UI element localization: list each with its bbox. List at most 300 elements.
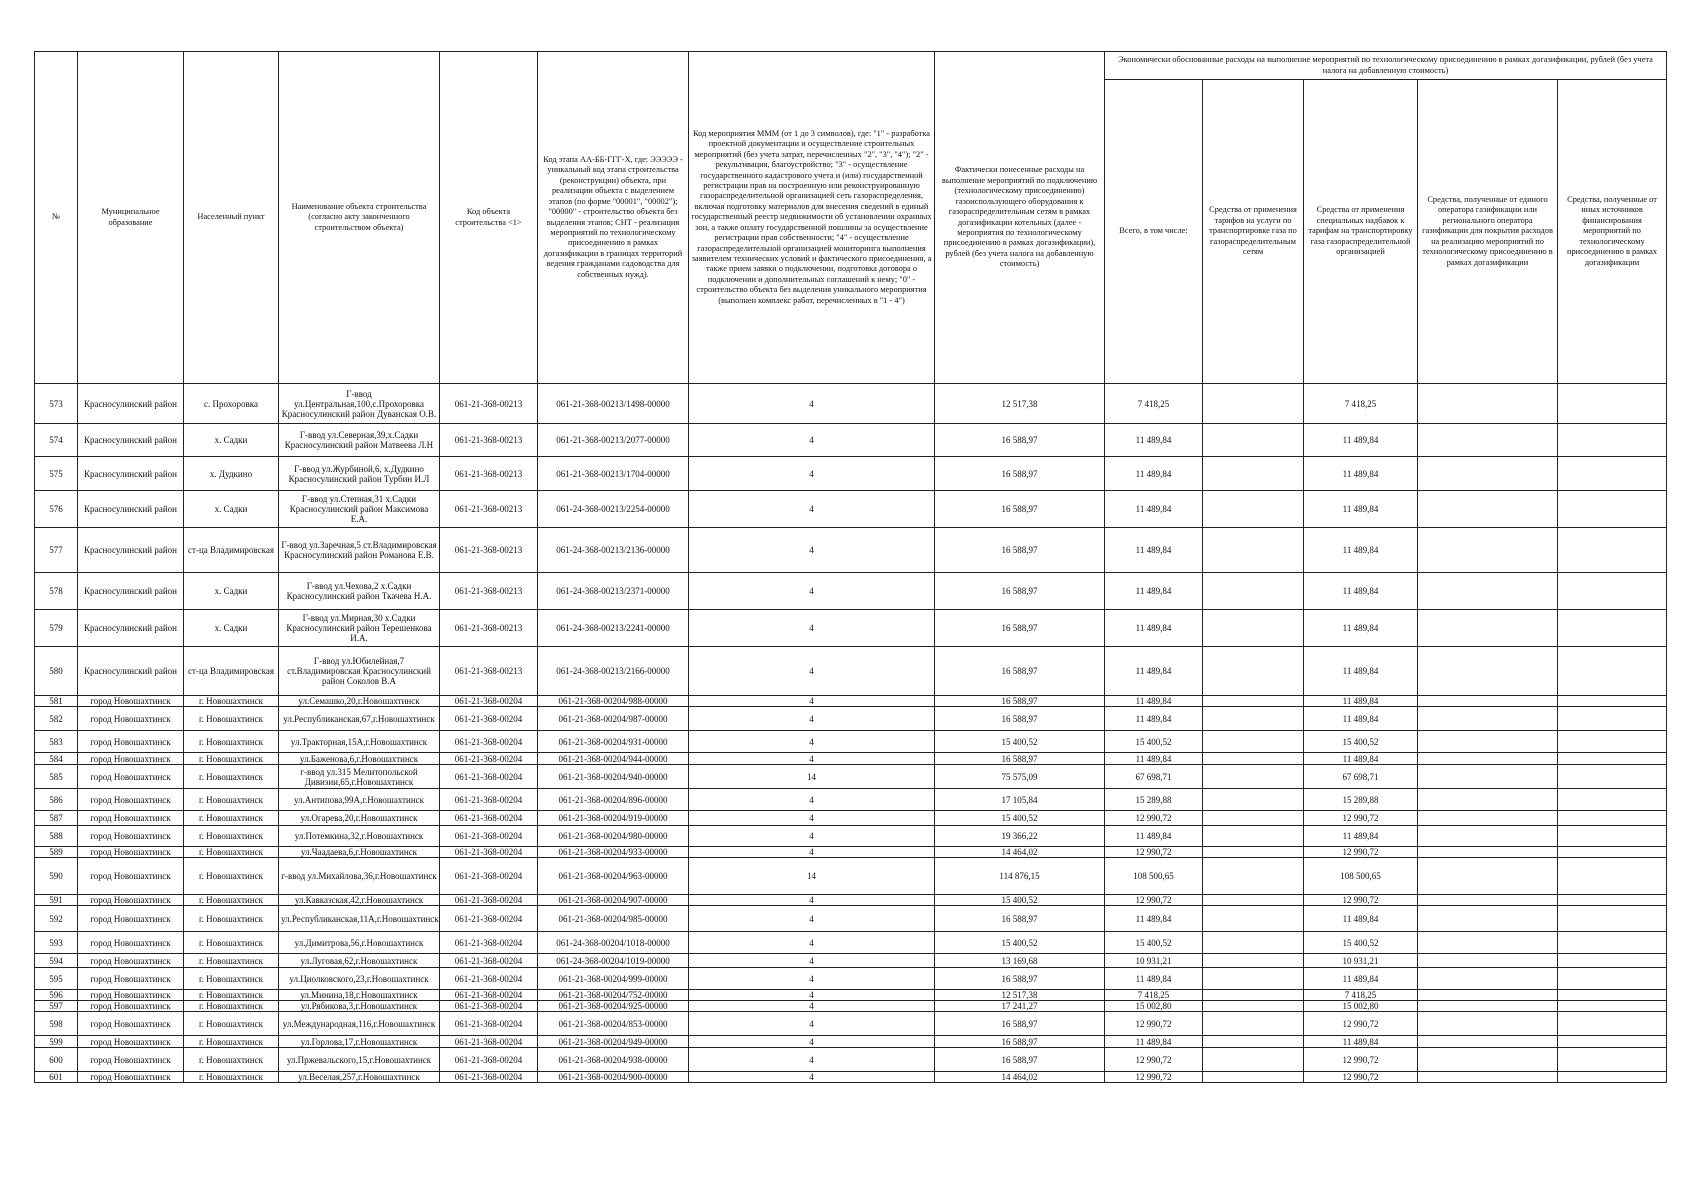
cell-activity-code: 14 [689,765,935,789]
cell-actual-costs: 16 588,97 [935,573,1105,610]
cell-total: 11 489,84 [1105,707,1203,731]
col-activity-code: Код мероприятия МММ (от 1 до 3 символов), где: "1" - разработка проектной документации и осуществление строительных мероприятий (без учета затрат, перечисленных "2", "3", "4"); "2" - рекультивация, благоустройство; "3" - осуществление государственного кадастрового учета и (или) государственной регистрации прав на построенную или реконструированную газораспределительной организацией сеть газораспределения, включая подготовку материалов для внесения сведений в единый государственный реестр недвижимости об установлении охранных зон, а также оплату государственной пошлины за осуществление регистрации прав собственности; "4" - осуществление газораспределительной организацией мониторинга выполнения заявителем технических условий и фактического присоединения, а также прием заявки о подключении, подготовка договора о подключении и дополнительных соглашений к нему; "0" - строительство объекта без выделения уникального мероприятия (выполнен комплекс работ, перечисленных в "1 - 4") [689,52,935,384]
table-row [35,424,1667,457]
cell-operator-funds [1418,1072,1558,1083]
cell-object-code: 061-21-368-00213 [440,384,538,424]
cell-stage-code: 061-21-368-00213/1704-00000 [538,457,689,491]
table-row [35,765,1667,789]
cell-settlement: х. Садки [184,491,279,528]
cell-object-code: 061-21-368-00204 [440,826,538,847]
cell-municipality: город Новошахтинск [78,789,184,811]
cell-settlement: г. Новошахтинск [184,1072,279,1083]
cell-stage-code: 061-21-368-00204/980-00000 [538,826,689,847]
cell-operator-funds [1418,1001,1558,1012]
cell-object-name: ул.Республиканская,11А,г.Новошахтинск [279,906,440,932]
cell-activity-code: 4 [689,968,935,990]
cell-total: 7 418,25 [1105,990,1203,1001]
cell-total: 12 990,72 [1105,895,1203,906]
table-row [35,906,1667,932]
cell-total: 11 489,84 [1105,696,1203,707]
table-row [35,528,1667,573]
cell-number: 597 [35,1001,78,1012]
cell-object-name: ул.Минина,18,г.Новошахтинск [279,990,440,1001]
cell-stage-code: 061-21-368-00204/944-00000 [538,753,689,765]
cell-settlement: г. Новошахтинск [184,1036,279,1048]
cell-settlement: г. Новошахтинск [184,765,279,789]
cell-total: 11 489,84 [1105,457,1203,491]
cell-operator-funds [1418,1048,1558,1072]
cell-activity-code: 4 [689,1048,935,1072]
cell-other-funds [1558,1036,1667,1048]
cell-municipality: город Новошахтинск [78,954,184,968]
cell-object-name: ул.Луговая,62,г.Новошахтинск [279,954,440,968]
table-row [35,1036,1667,1048]
cell-special-surcharge-funds: 12 990,72 [1304,811,1418,826]
cell-actual-costs: 16 588,97 [935,424,1105,457]
cell-activity-code: 4 [689,573,935,610]
table-row [35,858,1667,895]
cell-other-funds [1558,753,1667,765]
cell-special-surcharge-funds: 15 289,88 [1304,789,1418,811]
cell-total: 7 418,25 [1105,384,1203,424]
cell-special-surcharge-funds: 11 489,84 [1304,753,1418,765]
cell-object-code: 061-21-368-00213 [440,491,538,528]
cell-other-funds [1558,696,1667,707]
cell-number: 588 [35,826,78,847]
col-operator-funds: Средства, полученные от единого оператора газификации или регионального оператора газификации для покрытия расходов на реализацию мероприятий по технологическому присоединению в рамках догазификации [1418,80,1558,384]
cell-number: 591 [35,895,78,906]
cell-other-funds [1558,765,1667,789]
table-row [35,647,1667,696]
cell-operator-funds [1418,906,1558,932]
cell-object-code: 061-21-368-00204 [440,932,538,954]
cell-municipality: город Новошахтинск [78,753,184,765]
cell-special-surcharge-funds: 67 698,71 [1304,765,1418,789]
cell-number: 583 [35,731,78,753]
cell-object-code: 061-21-368-00213 [440,457,538,491]
cell-total: 12 990,72 [1105,1012,1203,1036]
cell-settlement: г. Новошахтинск [184,847,279,858]
cell-settlement: г. Новошахтинск [184,731,279,753]
table-row [35,811,1667,826]
table-row [35,954,1667,968]
cell-total: 15 289,88 [1105,789,1203,811]
cell-stage-code: 061-21-368-00213/1498-00000 [538,384,689,424]
cell-object-code: 061-21-368-00213 [440,424,538,457]
cell-other-funds [1558,990,1667,1001]
cell-settlement: г. Новошахтинск [184,1012,279,1036]
cell-special-surcharge-funds: 12 990,72 [1304,1072,1418,1083]
cell-tariff-funds [1203,384,1304,424]
cell-activity-code: 4 [689,1012,935,1036]
cell-actual-costs: 114 876,15 [935,858,1105,895]
cell-object-code: 061-21-368-00204 [440,1012,538,1036]
cell-actual-costs: 16 588,97 [935,707,1105,731]
cell-object-name: ул.Семашко,20,г.Новошахтинск [279,696,440,707]
cell-settlement: г. Новошахтинск [184,990,279,1001]
cell-actual-costs: 16 588,97 [935,457,1105,491]
cell-tariff-funds [1203,647,1304,696]
cell-activity-code: 4 [689,1072,935,1083]
cell-municipality: город Новошахтинск [78,696,184,707]
cell-object-name: ул.Международная,116,г.Новошахтинск [279,1012,440,1036]
cell-operator-funds [1418,696,1558,707]
cell-other-funds [1558,932,1667,954]
cell-operator-funds [1418,573,1558,610]
cell-settlement: г. Новошахтинск [184,906,279,932]
cell-other-funds [1558,647,1667,696]
cell-special-surcharge-funds: 11 489,84 [1304,424,1418,457]
cell-total: 12 990,72 [1105,847,1203,858]
cell-tariff-funds [1203,826,1304,847]
cell-actual-costs: 14 464,02 [935,847,1105,858]
cell-actual-costs: 16 588,97 [935,753,1105,765]
cell-other-funds [1558,954,1667,968]
cell-special-surcharge-funds: 11 489,84 [1304,1036,1418,1048]
cell-municipality: город Новошахтинск [78,968,184,990]
cell-municipality: город Новошахтинск [78,906,184,932]
col-special-surcharge-funds: Средства от применения специальных надбавок к тарифам на транспортировку газа газораспределительной организацией [1304,80,1418,384]
cell-other-funds [1558,457,1667,491]
cell-activity-code: 4 [689,707,935,731]
cell-number: 589 [35,847,78,858]
cell-actual-costs: 16 588,97 [935,491,1105,528]
cell-tariff-funds [1203,1001,1304,1012]
table-row [35,895,1667,906]
cell-object-name: ул.Пржевальского,15,г.Новошахтинск [279,1048,440,1072]
table-body [35,384,1667,1083]
cell-municipality: Красносулинский район [78,528,184,573]
cell-object-name: ул.Веселая,257,г.Новошахтинск [279,1072,440,1083]
cell-municipality: город Новошахтинск [78,1012,184,1036]
cell-stage-code: 061-21-368-00204/988-00000 [538,696,689,707]
cell-object-code: 061-21-368-00204 [440,895,538,906]
cell-settlement: х. Дудкино [184,457,279,491]
col-other-funds: Средства, полученные от иных источников финансирования мероприятий по технологическому присоединению в рамках догазификации [1558,80,1667,384]
cell-object-name: ул.Циолковского,23,г.Новошахтинск [279,968,440,990]
cell-number: 596 [35,990,78,1001]
cell-number: 599 [35,1036,78,1048]
cell-activity-code: 4 [689,895,935,906]
cell-object-name: Г-ввод ул.Мирная,30 х.Садки Красносулинский район Терешенкова И.А. [279,610,440,647]
cell-object-code: 061-21-368-00204 [440,1072,538,1083]
cell-total: 11 489,84 [1105,528,1203,573]
cell-operator-funds [1418,826,1558,847]
cell-activity-code: 4 [689,424,935,457]
cell-settlement: г. Новошахтинск [184,1001,279,1012]
col-total: Всего, в том числе: [1105,80,1203,384]
cell-settlement: г. Новошахтинск [184,1048,279,1072]
cell-operator-funds [1418,811,1558,826]
cell-object-code: 061-21-368-00204 [440,954,538,968]
table-row [35,968,1667,990]
table-row [35,457,1667,491]
cell-settlement: г. Новошахтинск [184,826,279,847]
cell-stage-code: 061-21-368-00204/919-00000 [538,811,689,826]
cell-settlement: ст-ца Владимировская [184,528,279,573]
cell-total: 12 990,72 [1105,811,1203,826]
cell-municipality: город Новошахтинск [78,932,184,954]
table-row [35,696,1667,707]
cell-object-name: ул.Горлова,17,г.Новошахтинск [279,1036,440,1048]
cell-settlement: г. Новошахтинск [184,895,279,906]
cell-object-name: ул.Тракторная,15А,г.Новошахтинск [279,731,440,753]
cell-tariff-funds [1203,990,1304,1001]
cell-object-name: г-ввод ул.Михайлова,36,г.Новошахтинск [279,858,440,895]
cell-stage-code: 061-21-368-00204/933-00000 [538,847,689,858]
cell-number: 593 [35,932,78,954]
cell-object-code: 061-21-368-00204 [440,811,538,826]
cell-operator-funds [1418,384,1558,424]
cell-operator-funds [1418,731,1558,753]
cell-special-surcharge-funds: 12 990,72 [1304,1048,1418,1072]
cell-activity-code: 4 [689,826,935,847]
cell-object-code: 061-21-368-00204 [440,696,538,707]
table-row [35,384,1667,424]
cell-special-surcharge-funds: 12 990,72 [1304,847,1418,858]
cell-municipality: город Новошахтинск [78,1048,184,1072]
cell-stage-code: 061-21-368-00204/752-00000 [538,990,689,1001]
table-row [35,1072,1667,1083]
col-number: № [35,52,78,384]
cell-special-surcharge-funds: 15 400,52 [1304,932,1418,954]
cell-municipality: город Новошахтинск [78,765,184,789]
cell-actual-costs: 75 575,09 [935,765,1105,789]
cell-number: 590 [35,858,78,895]
table-row [35,1012,1667,1036]
cell-activity-code: 4 [689,753,935,765]
cell-number: 575 [35,457,78,491]
cell-actual-costs: 17 105,84 [935,789,1105,811]
cell-settlement: г. Новошахтинск [184,696,279,707]
cell-actual-costs: 12 517,38 [935,990,1105,1001]
cell-other-funds [1558,895,1667,906]
cell-municipality: город Новошахтинск [78,811,184,826]
cell-special-surcharge-funds: 11 489,84 [1304,696,1418,707]
cell-activity-code: 4 [689,1001,935,1012]
cell-other-funds [1558,707,1667,731]
table-row [35,990,1667,1001]
cell-activity-code: 4 [689,731,935,753]
cell-stage-code: 061-24-368-00213/2254-00000 [538,491,689,528]
cell-tariff-funds [1203,457,1304,491]
cell-activity-code: 4 [689,647,935,696]
cell-tariff-funds [1203,753,1304,765]
cell-object-name: ул.Антипова,99А,г.Новошахтинск [279,789,440,811]
cell-settlement: г. Новошахтинск [184,954,279,968]
cell-special-surcharge-funds: 7 418,25 [1304,990,1418,1001]
table-row [35,753,1667,765]
cell-settlement: г. Новошахтинск [184,932,279,954]
cell-tariff-funds [1203,765,1304,789]
cell-other-funds [1558,1048,1667,1072]
cell-special-surcharge-funds: 11 489,84 [1304,968,1418,990]
cell-special-surcharge-funds: 11 489,84 [1304,491,1418,528]
cell-operator-funds [1418,1036,1558,1048]
cell-operator-funds [1418,954,1558,968]
cell-municipality: город Новошахтинск [78,990,184,1001]
cell-other-funds [1558,731,1667,753]
col-tariff-funds: Средства от применения тарифов на услуги по транспортировке газа по газораспределительным сетям [1203,80,1304,384]
cell-other-funds [1558,826,1667,847]
cell-object-name: Г-ввод ул.Степная,31 х.Садки Красносулинский район Максимова Е.А. [279,491,440,528]
cell-number: 592 [35,906,78,932]
table-row [35,731,1667,753]
cell-municipality: Красносулинский район [78,573,184,610]
cell-operator-funds [1418,932,1558,954]
cell-settlement: г. Новошахтинск [184,858,279,895]
cell-stage-code: 061-21-368-00204/938-00000 [538,1048,689,1072]
cell-operator-funds [1418,753,1558,765]
cell-activity-code: 4 [689,954,935,968]
cell-stage-code: 061-24-368-00204/1019-00000 [538,954,689,968]
cell-settlement: х. Садки [184,573,279,610]
cell-stage-code: 061-21-368-00204/853-00000 [538,1012,689,1036]
cell-object-code: 061-21-368-00213 [440,647,538,696]
cell-total: 10 931,21 [1105,954,1203,968]
cell-special-surcharge-funds: 11 489,84 [1304,528,1418,573]
cell-total: 67 698,71 [1105,765,1203,789]
cell-total: 15 400,52 [1105,731,1203,753]
cell-stage-code: 061-21-368-00204/896-00000 [538,789,689,811]
cell-number: 598 [35,1012,78,1036]
cell-activity-code: 4 [689,384,935,424]
table-row [35,789,1667,811]
col-municipality: Муниципальное образование [78,52,184,384]
table-row [35,826,1667,847]
cell-settlement: х. Садки [184,610,279,647]
cell-other-funds [1558,847,1667,858]
cell-actual-costs: 16 588,97 [935,696,1105,707]
cell-object-code: 061-21-368-00204 [440,990,538,1001]
cell-stage-code: 061-24-368-00213/2136-00000 [538,528,689,573]
cell-tariff-funds [1203,1048,1304,1072]
cell-other-funds [1558,1012,1667,1036]
cell-activity-code: 4 [689,811,935,826]
cell-municipality: Красносулинский район [78,647,184,696]
cell-operator-funds [1418,765,1558,789]
cell-stage-code: 061-21-368-00204/985-00000 [538,906,689,932]
cell-activity-code: 4 [689,528,935,573]
cell-tariff-funds [1203,1036,1304,1048]
cell-municipality: Красносулинский район [78,491,184,528]
cell-number: 585 [35,765,78,789]
cell-tariff-funds [1203,707,1304,731]
cell-other-funds [1558,968,1667,990]
cell-settlement: г. Новошахтинск [184,811,279,826]
cell-special-surcharge-funds: 11 489,84 [1304,647,1418,696]
cell-total: 12 990,72 [1105,1048,1203,1072]
cell-special-surcharge-funds: 11 489,84 [1304,906,1418,932]
cell-stage-code: 061-21-368-00204/900-00000 [538,1072,689,1083]
cell-other-funds [1558,1001,1667,1012]
cell-object-code: 061-21-368-00204 [440,1048,538,1072]
cell-actual-costs: 16 588,97 [935,1036,1105,1048]
cell-stage-code: 061-21-368-00204/907-00000 [538,895,689,906]
cell-special-surcharge-funds: 11 489,84 [1304,610,1418,647]
cell-other-funds [1558,789,1667,811]
cell-settlement: ст-ца Владимировская [184,647,279,696]
cell-number: 581 [35,696,78,707]
cell-special-surcharge-funds: 15 002,80 [1304,1001,1418,1012]
cell-total: 11 489,84 [1105,647,1203,696]
cell-stage-code: 061-21-368-00204/931-00000 [538,731,689,753]
cell-activity-code: 4 [689,491,935,528]
cell-special-surcharge-funds: 15 400,52 [1304,731,1418,753]
cell-municipality: город Новошахтинск [78,1001,184,1012]
cell-operator-funds [1418,858,1558,895]
cell-settlement: х. Садки [184,424,279,457]
cell-operator-funds [1418,491,1558,528]
cell-activity-code: 4 [689,789,935,811]
cell-total: 11 489,84 [1105,826,1203,847]
cell-activity-code: 4 [689,990,935,1001]
table-row [35,610,1667,647]
cell-special-surcharge-funds: 7 418,25 [1304,384,1418,424]
cell-special-surcharge-funds: 11 489,84 [1304,707,1418,731]
cell-operator-funds [1418,610,1558,647]
cell-total: 11 489,84 [1105,968,1203,990]
cell-object-code: 061-21-368-00204 [440,731,538,753]
cell-total: 11 489,84 [1105,610,1203,647]
cell-number: 595 [35,968,78,990]
cell-object-name: ул.Кавказская,42,г.Новошахтинск [279,895,440,906]
cell-municipality: город Новошахтинск [78,1036,184,1048]
data-table [34,51,1667,1083]
cell-stage-code: 061-21-368-00204/949-00000 [538,1036,689,1048]
cell-other-funds [1558,610,1667,647]
cell-actual-costs: 16 588,97 [935,906,1105,932]
cell-total: 108 500,65 [1105,858,1203,895]
cell-settlement: г. Новошахтинск [184,968,279,990]
cell-special-surcharge-funds: 10 931,21 [1304,954,1418,968]
table-row [35,1048,1667,1072]
cell-object-code: 061-21-368-00204 [440,1001,538,1012]
cell-object-name: ул.Огарева,20,г.Новошахтинск [279,811,440,826]
cell-activity-code: 4 [689,847,935,858]
cell-municipality: город Новошахтинск [78,847,184,858]
cell-activity-code: 4 [689,932,935,954]
cell-tariff-funds [1203,528,1304,573]
table-row [35,847,1667,858]
cell-object-name: ул.Димитрова,56,г.Новошахтинск [279,932,440,954]
cell-operator-funds [1418,457,1558,491]
cell-number: 579 [35,610,78,647]
cell-settlement: г. Новошахтинск [184,753,279,765]
cell-operator-funds [1418,968,1558,990]
cell-stage-code: 061-24-368-00213/2166-00000 [538,647,689,696]
cell-activity-code: 4 [689,906,935,932]
cell-total: 11 489,84 [1105,1036,1203,1048]
cell-stage-code: 061-21-368-00204/940-00000 [538,765,689,789]
cell-actual-costs: 16 588,97 [935,528,1105,573]
cell-operator-funds [1418,707,1558,731]
table-row [35,1001,1667,1012]
table-row [35,707,1667,731]
cell-stage-code: 061-24-368-00204/1018-00000 [538,932,689,954]
cell-object-code: 061-21-368-00204 [440,968,538,990]
cell-total: 15 400,52 [1105,932,1203,954]
col-stage-code: Код этапа АА-ББ-ГГГ-Х, где: ЭЭЭЭЭ - уникальный код этапа строительства (реконструкции) объекта, при реализации объекта с выделением этапов (по форме "00001", "00002"); "00000" - строительство объекта без выделения этапов; СНТ - реализация мероприятий по технологическому присоединению в рамках догазификации в границах территорий ведения гражданами садоводства для собственных нужд). [538,52,689,384]
cell-municipality: Красносулинский район [78,457,184,491]
cell-object-code: 061-21-368-00204 [440,847,538,858]
cell-number: 582 [35,707,78,731]
cell-actual-costs: 12 517,38 [935,384,1105,424]
cell-tariff-funds [1203,811,1304,826]
table-header [35,52,1667,384]
col-settlement: Населенный пункт [184,52,279,384]
cell-tariff-funds [1203,906,1304,932]
